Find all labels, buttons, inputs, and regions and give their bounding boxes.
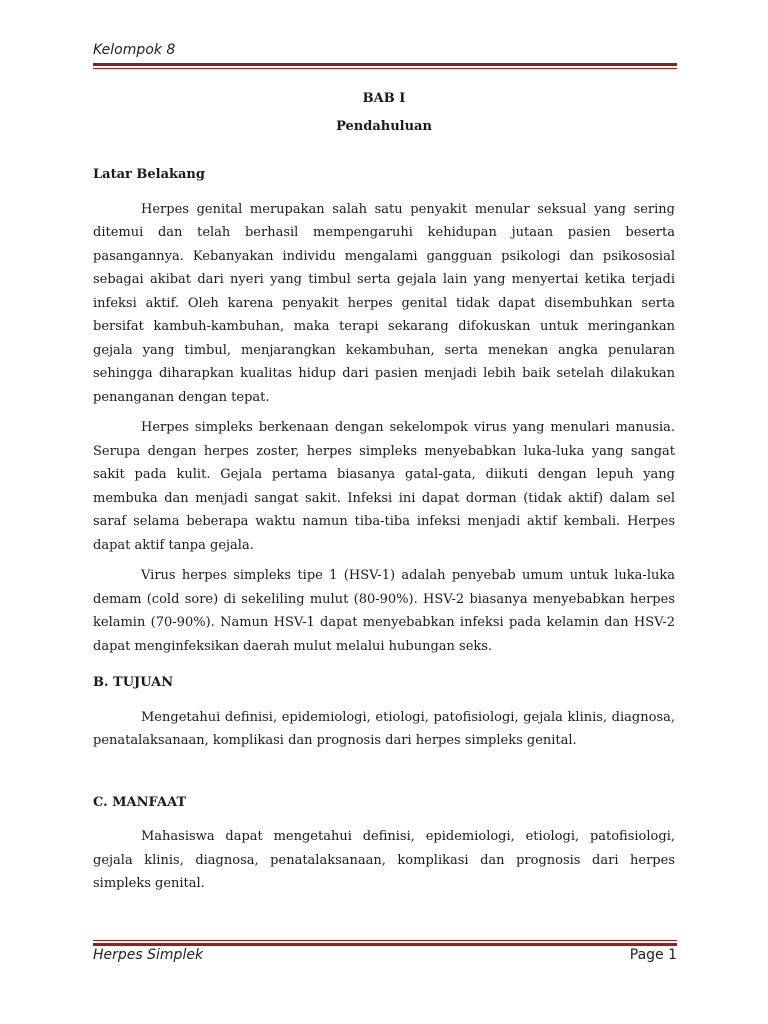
paragraph: Mahasiswa dapat mengetahui definisi, epidemiologi, etiologi, patofisiologi, gejala klinis, diagnosa, penatalaksanaan, komplikasi dan prognosis dari herpes simpleks genital. (93, 829, 675, 891)
paragraph: Herpes genital merupakan salah satu penyakit menular seksual yang sering ditemui dan telah berhasil mempengaruhi kehidupan jutaan pasien beserta pasangannya. Kebanyakan individu mengalami gangguan psikologi dan psikososial sebagai akibat dari nyeri yang timbul serta gejala lain yang menyertai ketika terjadi infeksi aktif. Oleh karena penyakit herpes genital tidak dapat disembuhkan serta bersifat kambuh-kambuhan, maka terapi sekarang difokuskan untuk meringankan gejala yang timbul, menjarangkan kekambuhan, serta menekan angka penularan sehingga diharapkan kualitas hidup dari pasien menjadi lebih baik setelah dilakukan penanganan dengan tepat. (93, 201, 675, 405)
paragraph: Virus herpes simpleks tipe 1 (HSV-1) adalah penyebab umum untuk luka-luka demam (cold sore) di sekeliling mulut (80-90%). HSV-2 biasanya menyebabkan herpes kelamin (70-90%). Namun HSV-1 dapat menyebabkan infeksi pada kelamin dan HSV-2 dapat menginfeksikan daerah mulut melalui hubungan seks. (93, 568, 675, 654)
footer-title: Herpes Simplek (93, 947, 204, 963)
header-title: Kelompok 8 (93, 42, 176, 58)
section-heading-manfaat: C. MANFAAT (93, 794, 187, 810)
section-heading-tujuan: B. TUJUAN (93, 675, 174, 690)
section-heading-latar-belakang: Latar Belakang (93, 167, 205, 182)
chapter-label: BAB I (362, 91, 406, 106)
footer-rule (93, 940, 677, 946)
page-body (93, 87, 675, 896)
page-number: Page 1 (629, 947, 677, 963)
header-rule (93, 63, 677, 69)
chapter-title: Pendahuluan (336, 118, 432, 134)
paragraph: Herpes simpleks berkenaan dengan sekelompok virus yang menulari manusia. Serupa dengan herpes zoster, herpes simpleks menyebabkan luka-luka yang sangat sakit pada kulit. Gejala pertama biasanya gatal-gata, diikuti dengan lepuh yang membuka dan menjadi sangat sakit. Infeksi ini dapat dorman (tidak aktif) dalam sel saraf selama beberapa waktu namun tiba-tiba infeksi menjadi aktif kembali. Herpes dapat aktif tanpa gejala. (93, 420, 675, 553)
paragraph: Mengetahui definisi, epidemiologi, etiologi, patofisiologi, gejala klinis, diagnosa, penatalaksanaan, komplikasi dan prognosis dari herpes simpleks genital. (93, 709, 675, 748)
